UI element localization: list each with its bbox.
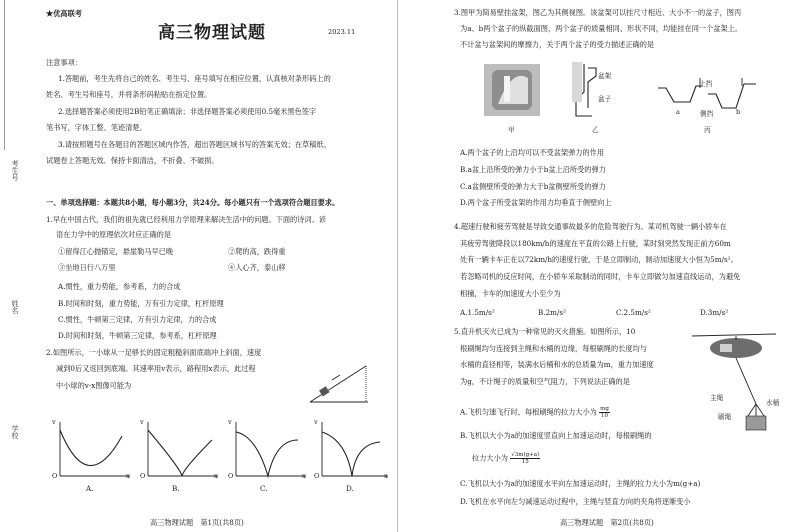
exam-date: 2023.11: [328, 28, 356, 36]
q3-stem: 不计盆与盆架间的摩擦力，关于两个盆子的受力描述正确的是: [460, 40, 655, 49]
fraction-numerator: √3m(g+a): [511, 452, 540, 458]
q4-stem: 其疲劳驾驶降段以180km/h的速度在平直的公路上行驶，某时刻突然发现正前方60m: [460, 239, 731, 248]
q2-stem: 2.如图所示，一小球从一足够长的固定粗糙斜面底端冲上斜面，速度: [46, 348, 262, 357]
q4-stem: 若忽略司机的反应时间，在小轿车采取制动的同时，卡车立即做匀加速直线运动，为避免: [460, 272, 741, 281]
q3-stem: 3.图甲为简易壁挂盆架，图乙为其侧视图。该盆架可以挂尺寸相近、大小不一的盆子，图丙: [454, 8, 742, 17]
q1-phrase: ④人心齐，泰山移: [228, 263, 286, 272]
sidebar-label-school: 学校: [11, 425, 19, 439]
q3-option-c[interactable]: C.a盆侧壁所受的弹力大于b盆侧壁所受的弹力: [460, 182, 606, 191]
axis-origin: O: [52, 472, 58, 480]
q5-stem: 5.直升机灭火已成为一种常见的灭火措施。如图所示，10: [454, 327, 636, 336]
q3-option-b[interactable]: B.a盆上沿所受的弹力小于b盆上沿所受的弹力: [460, 165, 606, 174]
notice-line: 试题卷上答题无效。保持卡面清洁，不折叠、不破损。: [46, 156, 219, 165]
q4-option-c[interactable]: C.2.5m/s²: [616, 308, 651, 317]
q2-option-b[interactable]: B.: [172, 484, 180, 493]
axis-label-x: x: [302, 472, 306, 480]
label-ce-dang: 侧挡: [700, 110, 714, 118]
q5-option-c[interactable]: C.飞机以大小为a的加速度水平向左加速运动时，主绳的拉力大小为m(g+a): [460, 479, 701, 488]
q2-stem: 中小球的v-x图像可能为: [56, 381, 132, 390]
label-b: b: [736, 108, 741, 116]
q1-option-d[interactable]: D.时间和时刻，牛顿第三定律，参考系，杠杆原理: [58, 331, 217, 340]
axis-origin: O: [140, 472, 146, 480]
axis-label-v: v: [228, 418, 232, 426]
fraction-sqrt3: [510, 452, 540, 465]
q4-option-d[interactable]: D.3m/s²: [700, 308, 729, 317]
label-shang-dang: 上挡: [699, 80, 713, 88]
q2-stem: 减到0后又返回到底端。其速率用v表示，路程用x表示，此过程: [56, 364, 256, 373]
notice-heading: 注意事项：: [46, 58, 82, 67]
label-main-rope: 主绳: [710, 394, 724, 402]
binding-line: [4, 0, 5, 150]
footer-left: 高三物理试题 第1页(共8页): [150, 518, 244, 527]
axis-label-x: x: [126, 472, 130, 480]
sidebar-label-exam-number: 考生号: [11, 160, 19, 181]
q2-option-a[interactable]: A.: [86, 484, 94, 493]
label-pen-zi: 盆子: [598, 95, 612, 103]
notice-line: 姓名、考生号和座号，并将条形码粘贴在指定位置。: [46, 90, 212, 99]
fraction-denominator: 15: [521, 459, 529, 465]
q2-option-d[interactable]: D.: [346, 484, 354, 493]
sidebar-label-name: 姓名: [11, 300, 19, 314]
q5-option-b[interactable]: B.飞机以大小为a的加速度竖直向上加速运动时，每根刷绳的: [460, 431, 652, 440]
fraction-numerator: mg: [600, 406, 609, 412]
fraction-mg-10: [599, 406, 610, 419]
q4-stem: 处有一辆卡车正在以72km/h的速度行驶，于是立即制动，制动加速度大小恒为5m/s²。: [460, 255, 738, 264]
graph-a: [60, 422, 130, 476]
axis-label-x: x: [214, 472, 218, 480]
figure-jia-photo: [484, 64, 540, 116]
axis-origin: O: [314, 472, 320, 480]
q5-stem: 水桶的直径相等，装满水后桶和水的总质量为m，重力加速度: [460, 360, 654, 369]
q3-stem: 为a、b两个盆子的纵截面图，两个盆子的质量相同、形状不同，均能挂在同一个盆架上。: [460, 24, 743, 33]
label-a: a: [676, 108, 680, 116]
notice-line: 2.选择题答案必须使用2B铅笔正确填涂；非选择题答案必须使用0.5毫米黑色签字: [58, 107, 317, 116]
figure-caption-yi: 乙: [592, 126, 599, 134]
q5-stem: 根刷绳均匀连接到主绳和水桶的边缘，每根刷绳的长度均与: [460, 344, 647, 353]
incline-figure: [306, 360, 370, 408]
q3-option-d[interactable]: D.两个盆子所受盆架的作用力均垂直于侧壁向上: [460, 198, 612, 207]
q1-option-c[interactable]: C.惯性，牛顿第三定律，万有引力定律，力的合成: [58, 315, 217, 324]
axis-label-v: v: [52, 418, 56, 426]
q3-option-a[interactable]: A.两个盆子的上沿均可以不受盆架弹力的作用: [460, 148, 605, 157]
axis-label-x: x: [384, 472, 388, 480]
q2-graphs: [50, 418, 390, 498]
q4-option-b[interactable]: B.2m/s²: [538, 308, 566, 317]
notice-line: 3.请按照题号在各题目的答题区域内作答，超出答题区域书写的答案无效；在草稿纸、: [58, 140, 331, 149]
figure-caption-jia: 甲: [508, 126, 515, 134]
figure-caption-bing: 丙: [704, 126, 711, 134]
graph-c: [236, 422, 306, 476]
q5-option-d[interactable]: D.飞机在水平向左匀减速运动过程中，主绳与竖直方向的夹角将逐渐变小: [460, 497, 691, 506]
q1-option-a[interactable]: A.惯性，重力势能，参考系，力的合成: [58, 282, 181, 291]
label-pen-jia: 盆架: [598, 72, 612, 80]
brand-label: ★优高联考: [46, 9, 82, 18]
page-divider: [397, 0, 398, 532]
q1-option-b[interactable]: B.时间和时刻，重力势能，万有引力定律，杠杆原理: [58, 299, 224, 308]
axis-origin: O: [228, 472, 234, 480]
fraction-denominator: 10: [601, 413, 609, 419]
q5-option-a-text: A.飞机匀速飞行时，每根刷绳的拉力大小为: [460, 407, 597, 417]
label-bucket: 水桶: [766, 399, 780, 407]
footer-right: 高三物理试题 第2页(共8页): [560, 518, 654, 527]
q1-stem: 1.早在中国古代，我们的祖先就已经利用力学原理来解决生活中的问题。下面的诗词、谚: [46, 215, 326, 224]
axis-label-v: v: [314, 418, 318, 426]
q1-phrase: ①留得江心抛锚定，悬崖勒马早已晚: [58, 247, 174, 256]
graph-d: [322, 422, 388, 476]
q4-stem: 相撞，卡车的加速度大小至少为: [460, 289, 561, 298]
q5-option-b-cont: [472, 452, 540, 465]
axis-label-v: v: [140, 418, 144, 426]
q2-option-c[interactable]: C.: [260, 484, 268, 493]
q4-stem: 4.超速行驶和疲劳驾驶是导致交通事故最多的危险驾驶行为。某司机驾驶一辆小轿车在: [454, 222, 727, 231]
graph-b: [148, 422, 218, 476]
notice-line: 1.答题前，考生先将自己的姓名、考生号、座号填写在相应位置，认真核对条形码上的: [58, 74, 331, 83]
label-fine-rope: 刷绳: [718, 413, 732, 421]
q1-phrase: ③坐地日行八万里: [58, 263, 116, 272]
q1-phrase: ②爬的高，跌得重: [228, 247, 286, 256]
q5-stem: 为g，不计绳子的质量和空气阻力，下列说法正确的是: [460, 377, 630, 386]
notice-line: 笔书写，字体工整、笔迹清楚。: [46, 123, 147, 132]
section-heading: 一、单项选择题：本题共8小题，每小题3分，共24分。每小题只有一个选项符合题目要求。: [46, 198, 340, 207]
q5-option-a[interactable]: [460, 406, 610, 419]
q4-option-a[interactable]: A.1.5m/s²: [460, 308, 495, 317]
page-title: 高三物理试题: [158, 23, 266, 43]
helicopter-figure: [690, 330, 780, 434]
q5-option-b-text: 拉力大小为: [472, 453, 508, 463]
q1-stem: 语在力学中的原理依次对应正确的是: [56, 230, 172, 239]
